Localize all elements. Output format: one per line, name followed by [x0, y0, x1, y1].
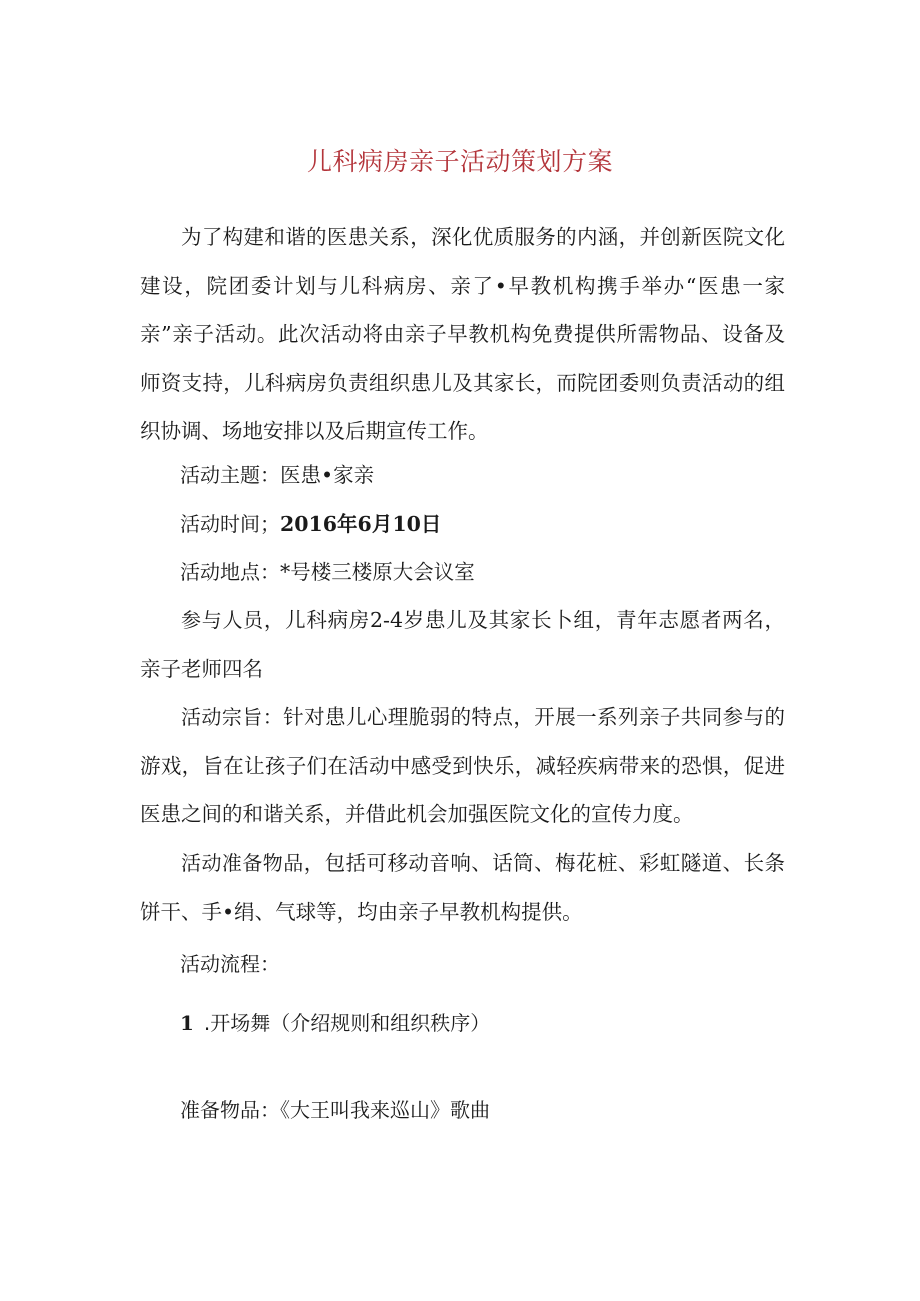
materials-label: 活动准备物品	[181, 851, 304, 875]
purpose-label: 活动宗旨	[181, 705, 263, 729]
step-1-materials-value: 《大王叫我来巡山》歌曲	[280, 1098, 490, 1122]
materials-paragraph	[140, 839, 785, 936]
time-value: 2016年6月10日	[280, 512, 442, 536]
theme-label: 活动主题	[180, 463, 260, 487]
purpose-paragraph	[140, 693, 785, 839]
step-1-text: .开场舞（介绍规则和组织秩序）	[203, 1011, 491, 1035]
theme-value: 医患•家亲	[280, 463, 375, 487]
time-line	[180, 507, 441, 537]
process-label: 活动流程	[180, 952, 260, 976]
theme-sep: ：	[260, 463, 280, 487]
participants-value: 儿科病房2-4岁患儿及其家长卜组，青年志愿者两名，亲子老师四名	[140, 608, 786, 681]
time-label: 活动时间	[180, 512, 260, 536]
participants-paragraph	[140, 596, 785, 693]
place-sep: ：	[260, 560, 280, 584]
purpose-value: 针对患儿心理脆弱的特点，开展一系列亲子共同参与的游戏，旨在让孩子们在活动中感受到快乐，减轻疾病带来的恐惧，促进医患之间的和谐关系，并借此机会加强医院文化的宣传力度。	[140, 705, 786, 827]
step-1-materials-label: 准备物品：	[180, 1098, 280, 1122]
step-1-materials	[180, 1094, 490, 1123]
materials-sep: ，	[303, 851, 325, 875]
participants-sep: ，	[263, 608, 286, 632]
step-1-number: 1	[180, 1011, 194, 1035]
document-title: 儿科病房亲子活动策划方案	[306, 147, 613, 176]
process-line	[180, 948, 280, 977]
place-value: *号楼三楼原大会议室	[280, 560, 475, 584]
place-line	[180, 555, 475, 585]
materials-value: 包括可移动音响、话筒、梅花桩、彩虹隧道、长条饼干、手•绢、气球等，均由亲子早教机构提供。	[140, 851, 786, 924]
purpose-sep: ：	[262, 705, 284, 729]
step-1-heading	[180, 1007, 490, 1036]
time-sep: ；	[260, 512, 280, 536]
place-label: 活动地点	[180, 560, 260, 584]
participants-label: 参与人员	[181, 608, 264, 632]
intro-paragraph: 为了构建和谐的医患关系，深化优质服务的内涵，并创新医院文化建设，院团委计划与儿科病房、亲了•早教机构携手举办“医患一家亲”亲子活动。此次活动将由亲子早教机构免费提供所需物品、设备及师资支持，儿科病房负责组织患儿及其家长，而院团委则负责活动的组织协调、场地安排以及后期宣传工作。	[140, 225, 785, 444]
theme-line	[180, 458, 374, 488]
process-sep: ：	[260, 952, 280, 976]
